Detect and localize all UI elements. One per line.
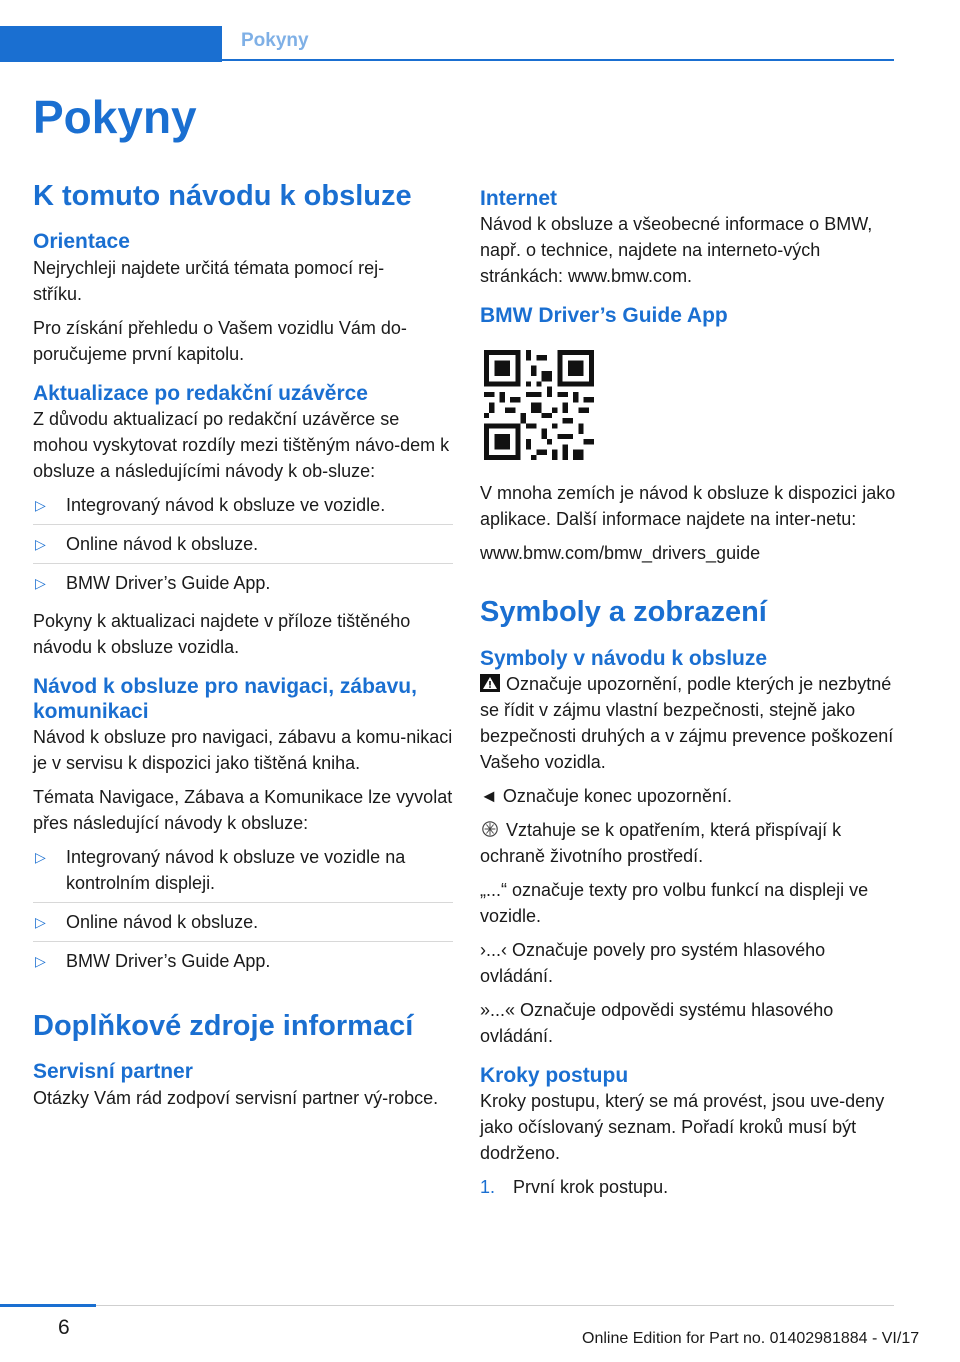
symboly-voice-command-text: ›...‹ Označuje povely pro systém hlasového ovládání. (480, 939, 826, 986)
environment-icon (480, 820, 500, 838)
navigace-heading: Návod k obsluze pro navigaci, zábavu, komunikaci (33, 674, 417, 723)
header-title: Pokyny (241, 30, 309, 51)
triangle-bullet-icon: ▷ (35, 496, 46, 513)
list-item: ▷ BMW Driver’s Guide App. (33, 948, 453, 980)
footer-rule (96, 1305, 894, 1306)
list-item: ▷ Online návod k obsluze. (33, 909, 453, 942)
app-url: www.bmw.com/bmw_drivers_guide (480, 543, 761, 564)
internet-heading: Internet (480, 187, 558, 210)
kroky-text: Kroky postupu, který se má provést, jsou uve-deny jako očíslovaný seznam. Pořadí kroků musí být dodrženo. (480, 1091, 885, 1164)
triangle-bullet-icon: ▷ (35, 953, 46, 970)
list-item: ▷ Online návod k obsluze. (33, 531, 453, 564)
triangle-bullet-icon: ▷ (35, 574, 46, 591)
navigace-list (33, 844, 453, 980)
section-servis (33, 1059, 453, 1110)
app-text-1: V mnoha zemích je návod k obsluze k dispozici jako aplikace. Další informace najdete na inter-netu: (480, 483, 896, 530)
navigace-text-1: Návod k obsluze pro navigaci, zábavu a komu-nikaci je v servisu k dispozici jako tištěná kniha. (33, 727, 453, 774)
section-symboly (480, 646, 900, 1049)
page-number: 6 (58, 1316, 70, 1339)
section-heading-symboly: Symboly a zobrazení (480, 596, 767, 629)
section-heading-about: K tomuto návodu k obsluze (33, 180, 412, 212)
aktualizace-list (33, 492, 453, 602)
list-item: 1. První krok postupu. (480, 1174, 900, 1206)
section-internet (480, 186, 900, 289)
app-heading: BMW Driver’s Guide App (480, 304, 728, 328)
triangle-bullet-icon: ▷ (35, 535, 46, 552)
step-number: 1. (480, 1177, 496, 1198)
section-aktualizace (33, 381, 453, 660)
orientace-heading: Orientace (33, 230, 130, 254)
aktualizace-text-1: Z důvodu aktualizací po redakční uzávěrce se mohou vyskytovat rozdíly mezi tištěným návo-dem k obsluze a následujícími návody k ob-sluze: (33, 408, 450, 481)
section-navigace (33, 674, 453, 980)
triangle-bullet-icon: ▷ (35, 849, 46, 866)
section-kroky (480, 1063, 900, 1206)
navigace-text-2: Témata Navigace, Zábava a Komunikace lze vyvolat přes následující návody k obsluze: (33, 787, 453, 834)
orientace-text-1: Nejrychleji najdete určitá témata pomocí rej- stříku. (33, 257, 385, 304)
symboly-voice-response-text: »...« Označuje odpovědi systému hlasového ovládání. (480, 999, 834, 1046)
symboly-environment-text: Vztahuje se k opatřením, která přispívají k ochraně životního prostředí. (480, 819, 842, 866)
symboly-warning-text: Označuje upozornění, podle kterých je nezbytné se řídit v zájmu vlastní bezpečnosti, stejně jako bezpečnosti druhých a v zájmu prevence poškození Vašeho vozidla. (480, 673, 894, 772)
servis-heading: Servisní partner (33, 1060, 193, 1084)
warning-icon (480, 674, 500, 692)
list-item: ▷ Integrovaný návod k obsluze ve vozidle. (33, 492, 453, 525)
symboly-display-text: „...“ označuje texty pro volbu funkcí na displeji ve vozidle. (480, 879, 869, 926)
page-title: Pokyny (33, 91, 197, 143)
list-item: ▷ Integrovaný návod k obsluze ve vozidle na kontrolním displeji. (33, 844, 453, 903)
edition-note: Online Edition for Part no. 01402981884 - VI/17 (582, 1330, 920, 1347)
servis-text: Otázky Vám rád zodpoví servisní partner vý-robce. (33, 1087, 439, 1108)
kroky-list (480, 1174, 900, 1206)
qr-code-icon (484, 350, 594, 460)
header-rule (222, 59, 894, 61)
right-column (480, 186, 900, 1220)
list-item: ▷ BMW Driver’s Guide App. (33, 570, 453, 602)
section-app (480, 303, 900, 566)
symboly-end-text: ◄ Označuje konec upozornění. (480, 785, 732, 806)
kroky-heading: Kroky postupu (480, 1063, 629, 1087)
orientace-text-2: Pro získání přehledu o Vašem vozidlu Vám do- poručujeme první kapitolu. (33, 317, 407, 364)
internet-text: Návod k obsluze a všeobecné informace o BMW, např. o technice, najdete na interneto-vých stránkách: www.bmw.com. (480, 214, 873, 287)
section-orientace (33, 229, 453, 366)
left-column (33, 180, 453, 1125)
aktualizace-text-2: Pokyny k aktualizaci najdete v příloze tištěného návodu k obsluze vozidla. (33, 610, 411, 657)
symboly-heading: Symboly v návodu k obsluze (480, 646, 768, 670)
triangle-bullet-icon: ▷ (35, 914, 46, 931)
section-heading-dopl: Doplňkové zdroje informací (33, 1010, 414, 1043)
aktualizace-heading: Aktualizace po redakční uzávěrce (33, 381, 368, 405)
header-accent-bar (0, 26, 222, 62)
footer-accent-bar (0, 1304, 96, 1307)
